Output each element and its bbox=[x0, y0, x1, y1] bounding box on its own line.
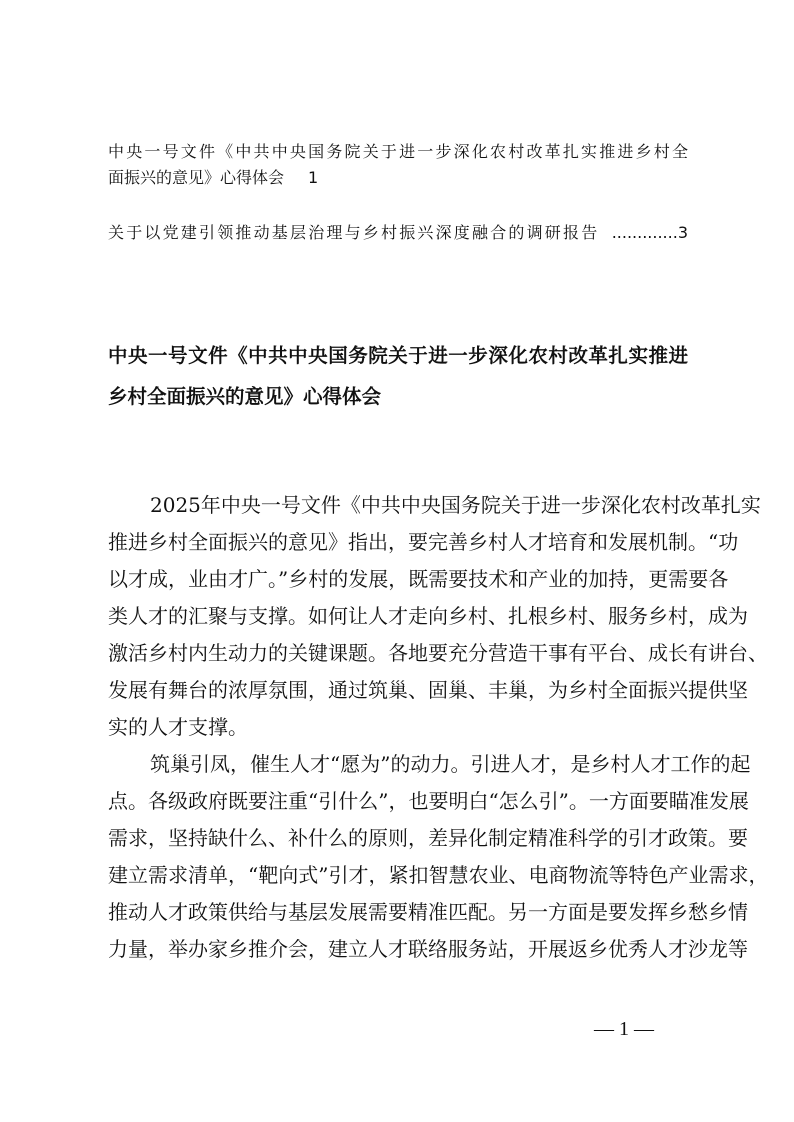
paragraph-2-line: 力量，举办家乡推介会，建立人才联络服务站，开展返乡优秀人才沙龙等 bbox=[108, 937, 748, 961]
paragraph-1-line: 实的人才支撑。 bbox=[108, 715, 248, 739]
paragraph-2-line: 推动人才政策供给与基层发展需要精准匹配。另一方面是要发挥乡愁乡情 bbox=[108, 900, 748, 924]
paragraph-1-line: 推进乡村全面振兴的意见》指出，要完善乡村人才培育和发展机制。“功 bbox=[108, 530, 739, 554]
paragraph-2-line: 需求，坚持缺什么、补什么的原则，差异化制定精准科学的引才政策。要 bbox=[108, 826, 748, 850]
paragraph-1-line: 激活乡村内生动力的关键课题。各地要充分营造干事有平台、成长有讲台、 bbox=[108, 641, 768, 665]
paragraph-1-line: 2025年中央一号文件《中共中央国务院关于进一步深化农村改革扎实 bbox=[150, 493, 761, 517]
toc-entry-page: 1 bbox=[308, 168, 319, 187]
toc-leader: ............. bbox=[611, 223, 678, 242]
toc-entry-1-line-1[interactable]: 中央一号文件《中共中央国务院关于进一步深化农村改革扎实推进乡村全 bbox=[108, 142, 688, 161]
toc-entry-title: 关于以党建引领推动基层治理与乡村振兴深度融合的调研报告 bbox=[108, 223, 600, 242]
page-number: — 1 — bbox=[594, 1018, 654, 1040]
paragraph-2-line: 建立需求清单，“靶向式”引才，紧扣智慧农业、电商物流等特色产业需求， bbox=[108, 863, 769, 887]
toc-entry-1-line-2[interactable] bbox=[108, 167, 688, 189]
paragraph-2-line: 筑巢引凤，催生人才“愿为”的动力。引进人才，是乡村人才工作的起 bbox=[150, 752, 751, 776]
toc-entry-page: 3 bbox=[677, 223, 688, 242]
title-line-1: 中央一号文件《中共中央国务院关于进一步深化农村改革扎实推进 bbox=[108, 344, 688, 367]
toc-entry-2[interactable] bbox=[108, 222, 688, 244]
title-line-2: 乡村全面振兴的意见》心得体会 bbox=[108, 385, 382, 408]
toc-entry-title: 面振兴的意见》心得体会 bbox=[108, 168, 285, 187]
paragraph-1-line: 发展有舞台的浓厚氛围，通过筑巢、固巢、丰巢，为乡村全面振兴提供坚 bbox=[108, 678, 748, 702]
paragraph-2-line: 点。各级政府既要注重“引什么”，也要明白“怎么引”。一方面要瞄准发展 bbox=[108, 789, 749, 813]
paragraph-1-line: 以才成，业由才广。”乡村的发展，既需要技术和产业的加持，更需要各 bbox=[108, 567, 729, 591]
paragraph-1-line: 类人才的汇聚与支撑。如何让人才走向乡村、扎根乡村、服务乡村，成为 bbox=[108, 604, 748, 628]
